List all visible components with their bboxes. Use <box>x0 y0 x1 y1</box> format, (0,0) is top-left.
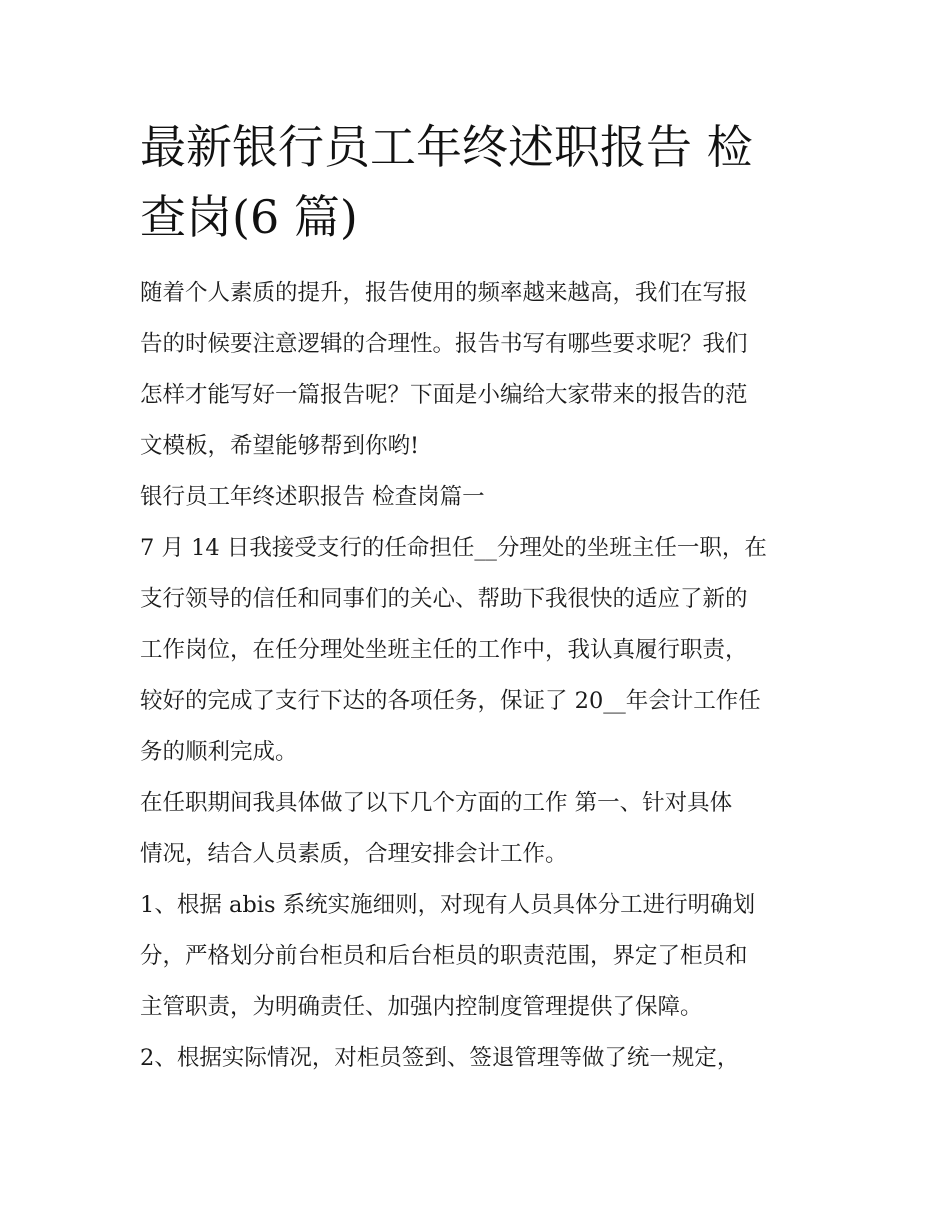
text-line: 较好的完成了支行下达的各项任务，保证了 20__年会计工作任 <box>140 688 761 714</box>
text-line: 7 月 14 日我接受支行的任命担任__分理处的坐班主任一职，在 <box>140 535 767 561</box>
body-paragraph <box>140 523 816 778</box>
text-line: 在任职期间我具体做了以下几个方面的工作 第一、针对具体 <box>140 790 733 816</box>
text-line: 情况，结合人员素质，合理安排会计工作。 <box>140 841 568 867</box>
body-paragraph <box>140 778 816 880</box>
text-line: 支行领导的信任和同事们的关心、帮助下我很快的适应了新的 <box>140 586 748 612</box>
intro-paragraph <box>140 268 816 472</box>
text-line: 分，严格划分前台柜员和后台柜员的职责范围，界定了柜员和 <box>140 943 748 969</box>
text-line: 务的顺利完成。 <box>140 739 298 765</box>
list-item-paragraph <box>140 880 816 1033</box>
text-line: 2、根据实际情况，对柜员签到、签退管理等做了统一规定， <box>140 1045 740 1071</box>
list-item-paragraph <box>140 1033 816 1084</box>
text-line: 工作岗位，在任分理处坐班主任的工作中，我认真履行职责， <box>140 637 748 663</box>
text-line: 主管职责，为明确责任、加强内控制度管理提供了保障。 <box>140 994 703 1020</box>
title-line: 查岗(6 篇) <box>140 190 358 244</box>
document-content <box>140 112 816 1084</box>
text-line: 银行员工年终述职报告 检查岗篇一 <box>140 484 485 510</box>
document-body <box>140 268 816 1084</box>
text-line: 随着个人素质的提升，报告使用的频率越来越高，我们在写报 <box>140 280 748 306</box>
text-line: 文模板，希望能够帮到你哟! <box>140 433 420 459</box>
document-title <box>140 112 816 252</box>
text-line: 告的时候要注意逻辑的合理性。报告书写有哪些要求呢？我们 <box>140 331 748 357</box>
title-line: 最新银行员工年终述职报告 检 <box>140 120 753 174</box>
text-line: 怎样才能写好一篇报告呢？下面是小编给大家带来的报告的范 <box>140 382 748 408</box>
text-line: 1、根据 abis 系统实施细则，对现有人员具体分工进行明确划 <box>140 892 756 918</box>
section-heading <box>140 472 816 523</box>
